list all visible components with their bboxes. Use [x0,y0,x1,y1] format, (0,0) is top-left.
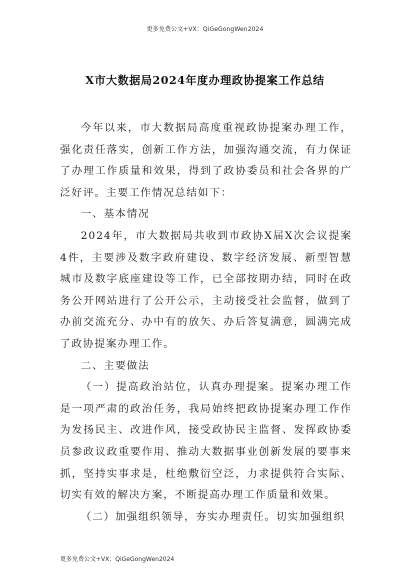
footer-note: 更多免费公文+VX：QiGeGongWen2024 [60,556,175,563]
section-heading-methods: 二、主要做法 [80,359,150,372]
paragraph-method-1: （一）提高政治站位，认真办理提案。提案办理工作是一项严肃的政治任务，我局始终把政协提案办理工作作为发扬民主、改进作风，接受政协民主监督、发挥政协委员参政议政重要作用、推动大数据事业创新发展的要事来抓，坚持实事求是，杜绝敷衍空泛，力求提供符合实际、切实有效的解决方案，不断提高办理工作质量和效果。 [60,381,352,502]
paragraph-method-2: （二）加强组织领导，夯实办理责任。切实加强组织 [80,510,346,523]
document-body [60,118,352,528]
paragraph-intro: 今年以来，市大数据局高度重视政协提案办理工作，强化责任落实，创新工作方法，加强沟通交流，有力保证了办理工作质量和效果，得到了政协委员和社会各界的广泛好评。主要工作情况总结如下： [60,122,352,199]
section-heading-basic: 一、基本情况 [80,208,150,221]
document-title: X市大数据局2024年度办理政协提案工作总结 [85,74,325,87]
header-note: 更多免费公文+VX：QiGeGongWen2024 [146,26,264,33]
paragraph-basic: 2024年，市大数据局共收到市政协X届X次会议提案4件，主要涉及数字政府建设、数字经济发展、新型智慧城市及数字底座建设等工作，已全部按期办结，同时在政务公开网站进行了公开公示，主动接受社会监督，做到了办前交流充分、办中有的放矢、办后答复满意，圆满完成了政协提案办理工作。 [60,229,352,350]
